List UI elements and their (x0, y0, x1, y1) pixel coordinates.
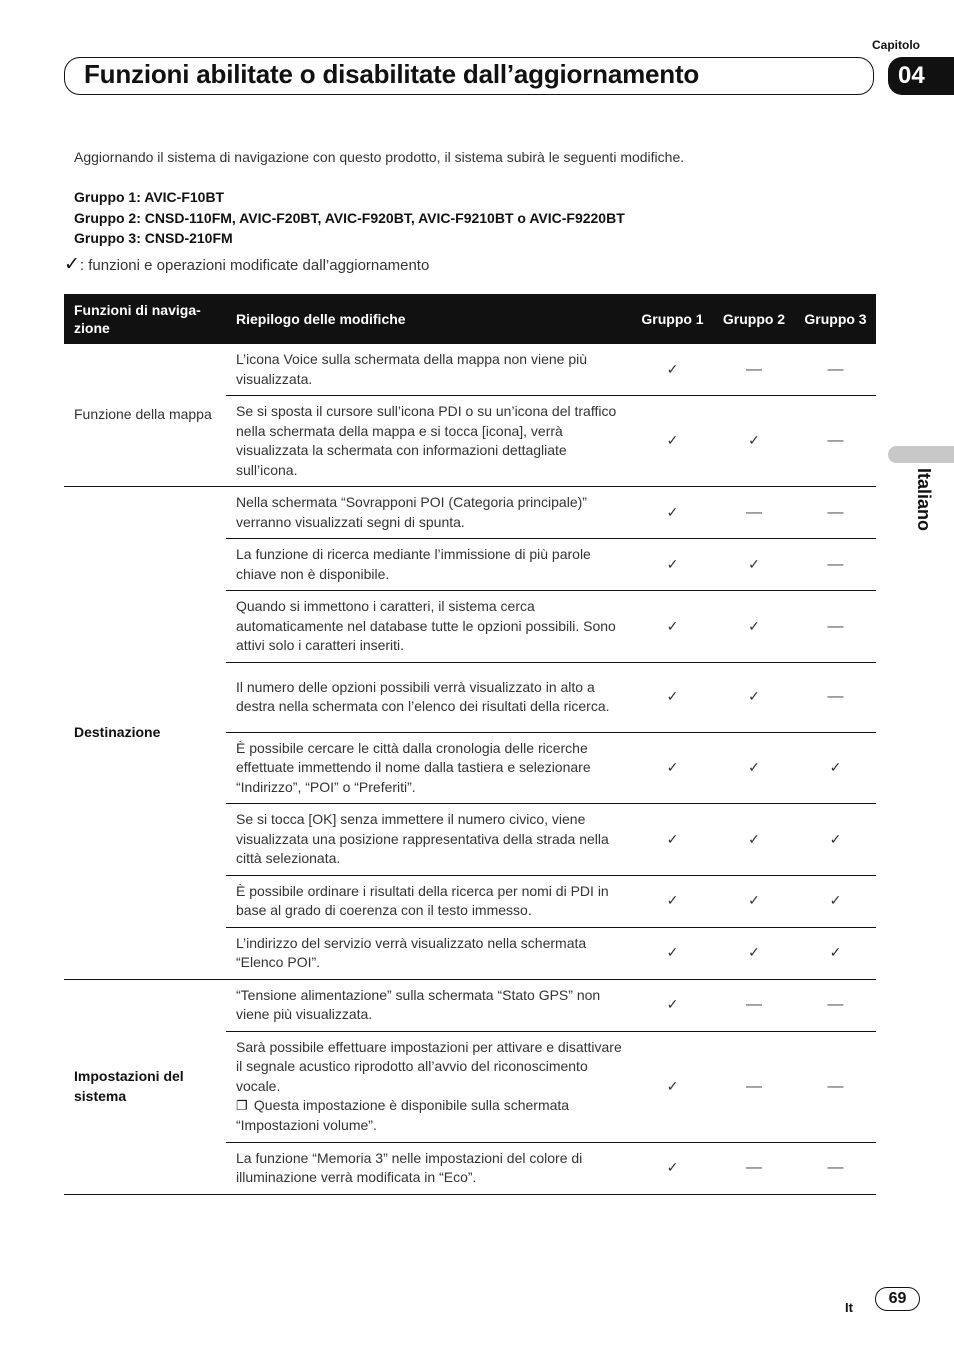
table-row (64, 979, 876, 1031)
header-group-2: Gruppo 2 (713, 294, 795, 344)
chapter-label: Capitolo (872, 38, 920, 52)
row-text-with-note (226, 1031, 632, 1142)
row-text: Nella schermata “Sovrapponi POI (Categoria principale)” verranno visualizzati segni di spunta. (226, 487, 632, 539)
row-text: L’icona Voice sulla schermata della mappa non viene più visualizzata. (226, 344, 632, 396)
row-text: Se si tocca [OK] senza immettere il numero civico, viene visualizzata una posizione rappresentativa della strada nella città selezionata. (226, 804, 632, 876)
changes-table (64, 294, 876, 1195)
mark-g1: ✓ (632, 1142, 713, 1194)
chapter-number: 04 (888, 57, 954, 95)
mark-g2: ✓ (713, 539, 795, 591)
page-number: 69 (875, 1287, 920, 1311)
mark-g1: ✓ (632, 804, 713, 876)
mark-g1: ✓ (632, 344, 713, 396)
mark-g3: — (795, 1031, 876, 1142)
mark-g3: ✓ (795, 804, 876, 876)
header-function: Funzioni di naviga-zione (64, 294, 226, 344)
mark-g3: ✓ (795, 732, 876, 804)
header-group-1: Gruppo 1 (632, 294, 713, 344)
intro-text: Aggiornando il sistema di navigazione con questo prodotto, il sistema subirà le seguenti modifiche. (74, 149, 685, 165)
row-text: È possibile ordinare i risultati della ricerca per nomi di PDI in base al grado di coerenza con il testo immesso. (226, 875, 632, 927)
mark-g2: ✓ (713, 875, 795, 927)
mark-g3: — (795, 979, 876, 1031)
footer-lang: It (845, 1300, 853, 1315)
row-text: “Tensione alimentazione” sulla schermata “Stato GPS” non viene più visualizzata. (226, 979, 632, 1031)
mark-g1: ✓ (632, 875, 713, 927)
mark-g2: ✓ (713, 591, 795, 663)
mark-g2: ✓ (713, 804, 795, 876)
check-icon: ✓ (64, 254, 80, 275)
row-text: L’indirizzo del servizio verrà visualizzato nella schermata “Elenco POI”. (226, 927, 632, 979)
legend (64, 253, 429, 276)
mark-g3: — (795, 487, 876, 539)
mark-g3: — (795, 396, 876, 487)
mark-g2: ✓ (713, 396, 795, 487)
note-icon: ❐ (236, 1098, 248, 1114)
section-name: Destinazione (64, 487, 226, 980)
row-text: La funzione “Memoria 3” nelle impostazioni del colore di illuminazione verrà modificata in “Eco”. (226, 1142, 632, 1194)
mark-g3: — (795, 344, 876, 396)
mark-g2: ✓ (713, 662, 795, 732)
mark-g1: ✓ (632, 979, 713, 1031)
mark-g3: — (795, 591, 876, 663)
mark-g1: ✓ (632, 662, 713, 732)
mark-g3: — (795, 539, 876, 591)
row-text: Sarà possibile effettuare impostazioni per attivare e disattivare il segnale acustico riprodotto all’avvio del riconoscimento vocale. (236, 1038, 622, 1094)
mark-g2: — (713, 1031, 795, 1142)
group-1: Gruppo 1: AVIC-F10BT (74, 189, 225, 205)
mark-g3: ✓ (795, 875, 876, 927)
table-row (64, 487, 876, 539)
row-text: La funzione di ricerca mediante l’immissione di più parole chiave non è disponibile. (226, 539, 632, 591)
group-2: Gruppo 2: CNSD-110FM, AVIC-F20BT, AVIC-F920BT, AVIC-F9210BT o AVIC-F9220BT (74, 209, 625, 226)
mark-g2: — (713, 979, 795, 1031)
mark-g1: ✓ (632, 927, 713, 979)
row-text: Se si sposta il cursore sull’icona PDI o su un’icona del traffico nella schermata della mappa e si tocca [icona], verrà visualizzata la schermata con informazioni dettagliate sull’icona. (226, 396, 632, 487)
table-row (64, 344, 876, 396)
group-list (74, 187, 625, 249)
mark-g1: ✓ (632, 396, 713, 487)
legend-text: : funzioni e operazioni modificate dall’aggiornamento (79, 257, 430, 274)
mark-g3: ✓ (795, 927, 876, 979)
section-name: Impostazioni del sistema (64, 979, 226, 1194)
mark-g3: — (795, 662, 876, 732)
mark-g3: — (795, 1142, 876, 1194)
row-note (236, 1096, 622, 1135)
group-3: Gruppo 3: CNSD-210FM (74, 230, 233, 246)
mark-g1: ✓ (632, 732, 713, 804)
mark-g1: ✓ (632, 487, 713, 539)
row-text: È possibile cercare le città dalla cronologia delle ricerche effettuate immettendo il nome dalla tastiera e selezionare “Indirizzo”, “POI” o “Preferiti”. (226, 732, 632, 804)
table-header (64, 294, 876, 344)
mark-g1: ✓ (632, 539, 713, 591)
row-text: Quando si immettono i caratteri, il sistema cerca automaticamente nel database tutte le opzioni possibili. Sono attivi solo i caratteri inseriti. (226, 591, 632, 663)
header-group-3: Gruppo 3 (795, 294, 876, 344)
mark-g1: ✓ (632, 591, 713, 663)
header-summary: Riepilogo delle modifiche (226, 294, 632, 344)
row-text: Il numero delle opzioni possibili verrà visualizzato in alto a destra nella schermata con l’elenco dei risultati della ricerca. (226, 662, 632, 732)
mark-g2: — (713, 344, 795, 396)
section-name: Funzione della mappa (64, 344, 226, 487)
mark-g2: — (713, 487, 795, 539)
mark-g2: ✓ (713, 732, 795, 804)
note-text: Questa impostazione è disponibile sulla schermata “Impostazioni volume”. (236, 1097, 570, 1133)
language-label: Italiano (914, 468, 934, 532)
mark-g2: — (713, 1142, 795, 1194)
mark-g2: ✓ (713, 927, 795, 979)
page-title: Funzioni abilitate o disabilitate dall’aggiornamento (84, 59, 700, 89)
mark-g1: ✓ (632, 1031, 713, 1142)
language-tab (888, 446, 954, 463)
